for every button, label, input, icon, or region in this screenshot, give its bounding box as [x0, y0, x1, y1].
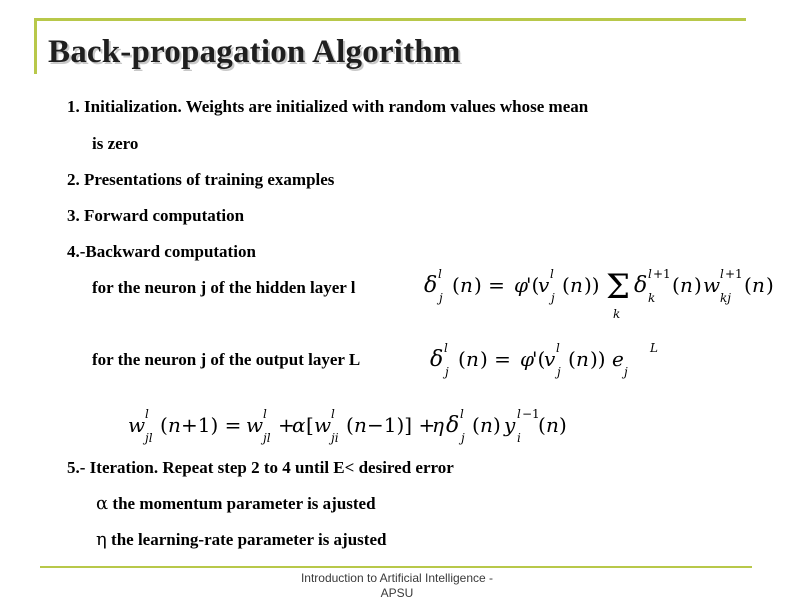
svg-text:(: (	[538, 413, 546, 437]
svg-text:l: l	[263, 407, 267, 421]
svg-text:(: (	[672, 273, 680, 297]
svg-text:l: l	[460, 407, 464, 421]
svg-text:k: k	[613, 307, 621, 321]
svg-text:α: α	[292, 413, 306, 437]
step-5-text: 5.- Iteration. Repeat step 2 to 4 until E< desired error	[67, 458, 454, 477]
svg-text:δ: δ	[446, 413, 460, 438]
svg-text:+1: +1	[725, 267, 743, 281]
svg-text:n: n	[752, 273, 765, 297]
svg-text:+1: +1	[653, 267, 671, 281]
svg-text:ji: ji	[331, 431, 339, 445]
svg-text:+: +	[278, 413, 295, 437]
output-layer-delta-equation	[428, 338, 668, 384]
footer-line-2: APSU	[380, 586, 414, 600]
svg-text:j: j	[557, 365, 561, 379]
svg-text:v: v	[538, 273, 550, 297]
svg-text:(: (	[160, 413, 168, 437]
hidden-layer-delta-equation	[422, 262, 792, 322]
svg-text:k: k	[648, 291, 656, 305]
svg-text:): )	[766, 273, 774, 297]
svg-text:e: e	[612, 347, 624, 371]
svg-text:(: (	[568, 347, 576, 371]
svg-text:): )	[559, 413, 567, 437]
svg-text:n: n	[576, 347, 589, 371]
weight-update-equation	[126, 406, 606, 446]
svg-text:kj: kj	[720, 291, 731, 305]
svg-text:l: l	[438, 267, 442, 281]
svg-text:l: l	[331, 407, 335, 421]
svg-text:jl: jl	[145, 431, 153, 445]
step-2-text: 2. Presentations of training examples	[67, 170, 335, 189]
svg-text:−1: −1	[522, 407, 540, 421]
svg-text:w: w	[703, 273, 721, 297]
svg-text:) =: ) =	[480, 347, 511, 371]
svg-text:n: n	[570, 273, 583, 297]
svg-text:jl: jl	[263, 431, 271, 445]
svg-text:(: (	[744, 273, 752, 297]
svg-text:(: (	[452, 273, 460, 297]
alpha-note-text: the momentum parameter is ajusted	[108, 494, 376, 513]
left-border-rule	[34, 18, 37, 74]
svg-text:j: j	[461, 431, 465, 445]
hidden-layer-equation-graphic	[422, 262, 792, 322]
top-border-rule	[34, 18, 746, 21]
output-layer-label: for the neuron j of the output layer L	[92, 350, 361, 369]
svg-text:l: l	[444, 341, 448, 355]
svg-text:Σ: Σ	[606, 267, 631, 307]
svg-text:'(: '(	[526, 273, 540, 297]
svg-text:v: v	[544, 347, 556, 371]
svg-text:w: w	[246, 413, 264, 437]
svg-text:): )	[493, 413, 501, 437]
svg-text:l: l	[517, 407, 521, 421]
eta-symbol: η	[96, 529, 107, 550]
svg-text:)): ))	[584, 273, 600, 297]
svg-text:'(: '(	[532, 347, 546, 371]
svg-text:−1)] +: −1)] +	[367, 413, 436, 437]
svg-text:j: j	[551, 291, 555, 305]
svg-text:j: j	[439, 291, 443, 305]
alpha-note	[96, 493, 376, 514]
footer-rule	[40, 566, 752, 568]
svg-text:L: L	[650, 341, 658, 355]
step-1-continuation: is zero	[92, 134, 139, 153]
svg-text:n: n	[466, 347, 479, 371]
svg-text:φ: φ	[514, 273, 529, 297]
svg-text:l: l	[550, 267, 554, 281]
svg-text:l: l	[145, 407, 149, 421]
step-3-text: 3. Forward computation	[67, 206, 245, 225]
svg-text:w: w	[314, 413, 332, 437]
slide-title: Back-propagation Algorithm	[48, 34, 461, 70]
svg-text:δ: δ	[424, 273, 438, 298]
step-4-text: 4.-Backward computation	[67, 242, 256, 261]
svg-text:w: w	[128, 413, 146, 437]
svg-text:(: (	[458, 347, 466, 371]
output-layer-equation-graphic	[428, 338, 668, 384]
svg-text:j: j	[445, 365, 449, 379]
svg-text:)): ))	[590, 347, 606, 371]
svg-text:l: l	[720, 267, 724, 281]
footer	[272, 571, 522, 601]
svg-text:+1) =: +1) =	[181, 413, 242, 437]
svg-text:l: l	[556, 341, 560, 355]
svg-text:j: j	[624, 365, 628, 379]
svg-text:) =: ) =	[474, 273, 505, 297]
svg-text:y: y	[504, 413, 516, 437]
svg-text:η: η	[432, 413, 444, 437]
svg-text:n: n	[480, 413, 493, 437]
weight-update-equation-graphic	[126, 406, 606, 446]
alpha-symbol: α	[96, 493, 109, 514]
eta-note	[96, 529, 386, 550]
svg-text:): )	[694, 273, 702, 297]
eta-note-text: the learning-rate parameter is ajusted	[106, 530, 387, 549]
svg-text:δ: δ	[634, 273, 648, 298]
hidden-layer-label: for the neuron j of the hidden layer l	[92, 278, 356, 297]
svg-text:(: (	[346, 413, 354, 437]
svg-text:δ: δ	[430, 347, 444, 372]
svg-text:n: n	[460, 273, 473, 297]
svg-text:i: i	[517, 431, 521, 445]
footer-line-1: Introduction to Artificial Intelligence -	[300, 571, 494, 585]
svg-text:n: n	[354, 413, 367, 437]
svg-text:[: [	[306, 413, 314, 437]
svg-text:n: n	[168, 413, 181, 437]
svg-text:n: n	[546, 413, 559, 437]
svg-text:(: (	[562, 273, 570, 297]
svg-text:(: (	[472, 413, 480, 437]
svg-text:l: l	[648, 267, 652, 281]
svg-text:φ: φ	[520, 347, 535, 371]
svg-text:n: n	[680, 273, 693, 297]
step-1-text: 1. Initialization. Weights are initialized with random values whose mean	[67, 97, 589, 116]
